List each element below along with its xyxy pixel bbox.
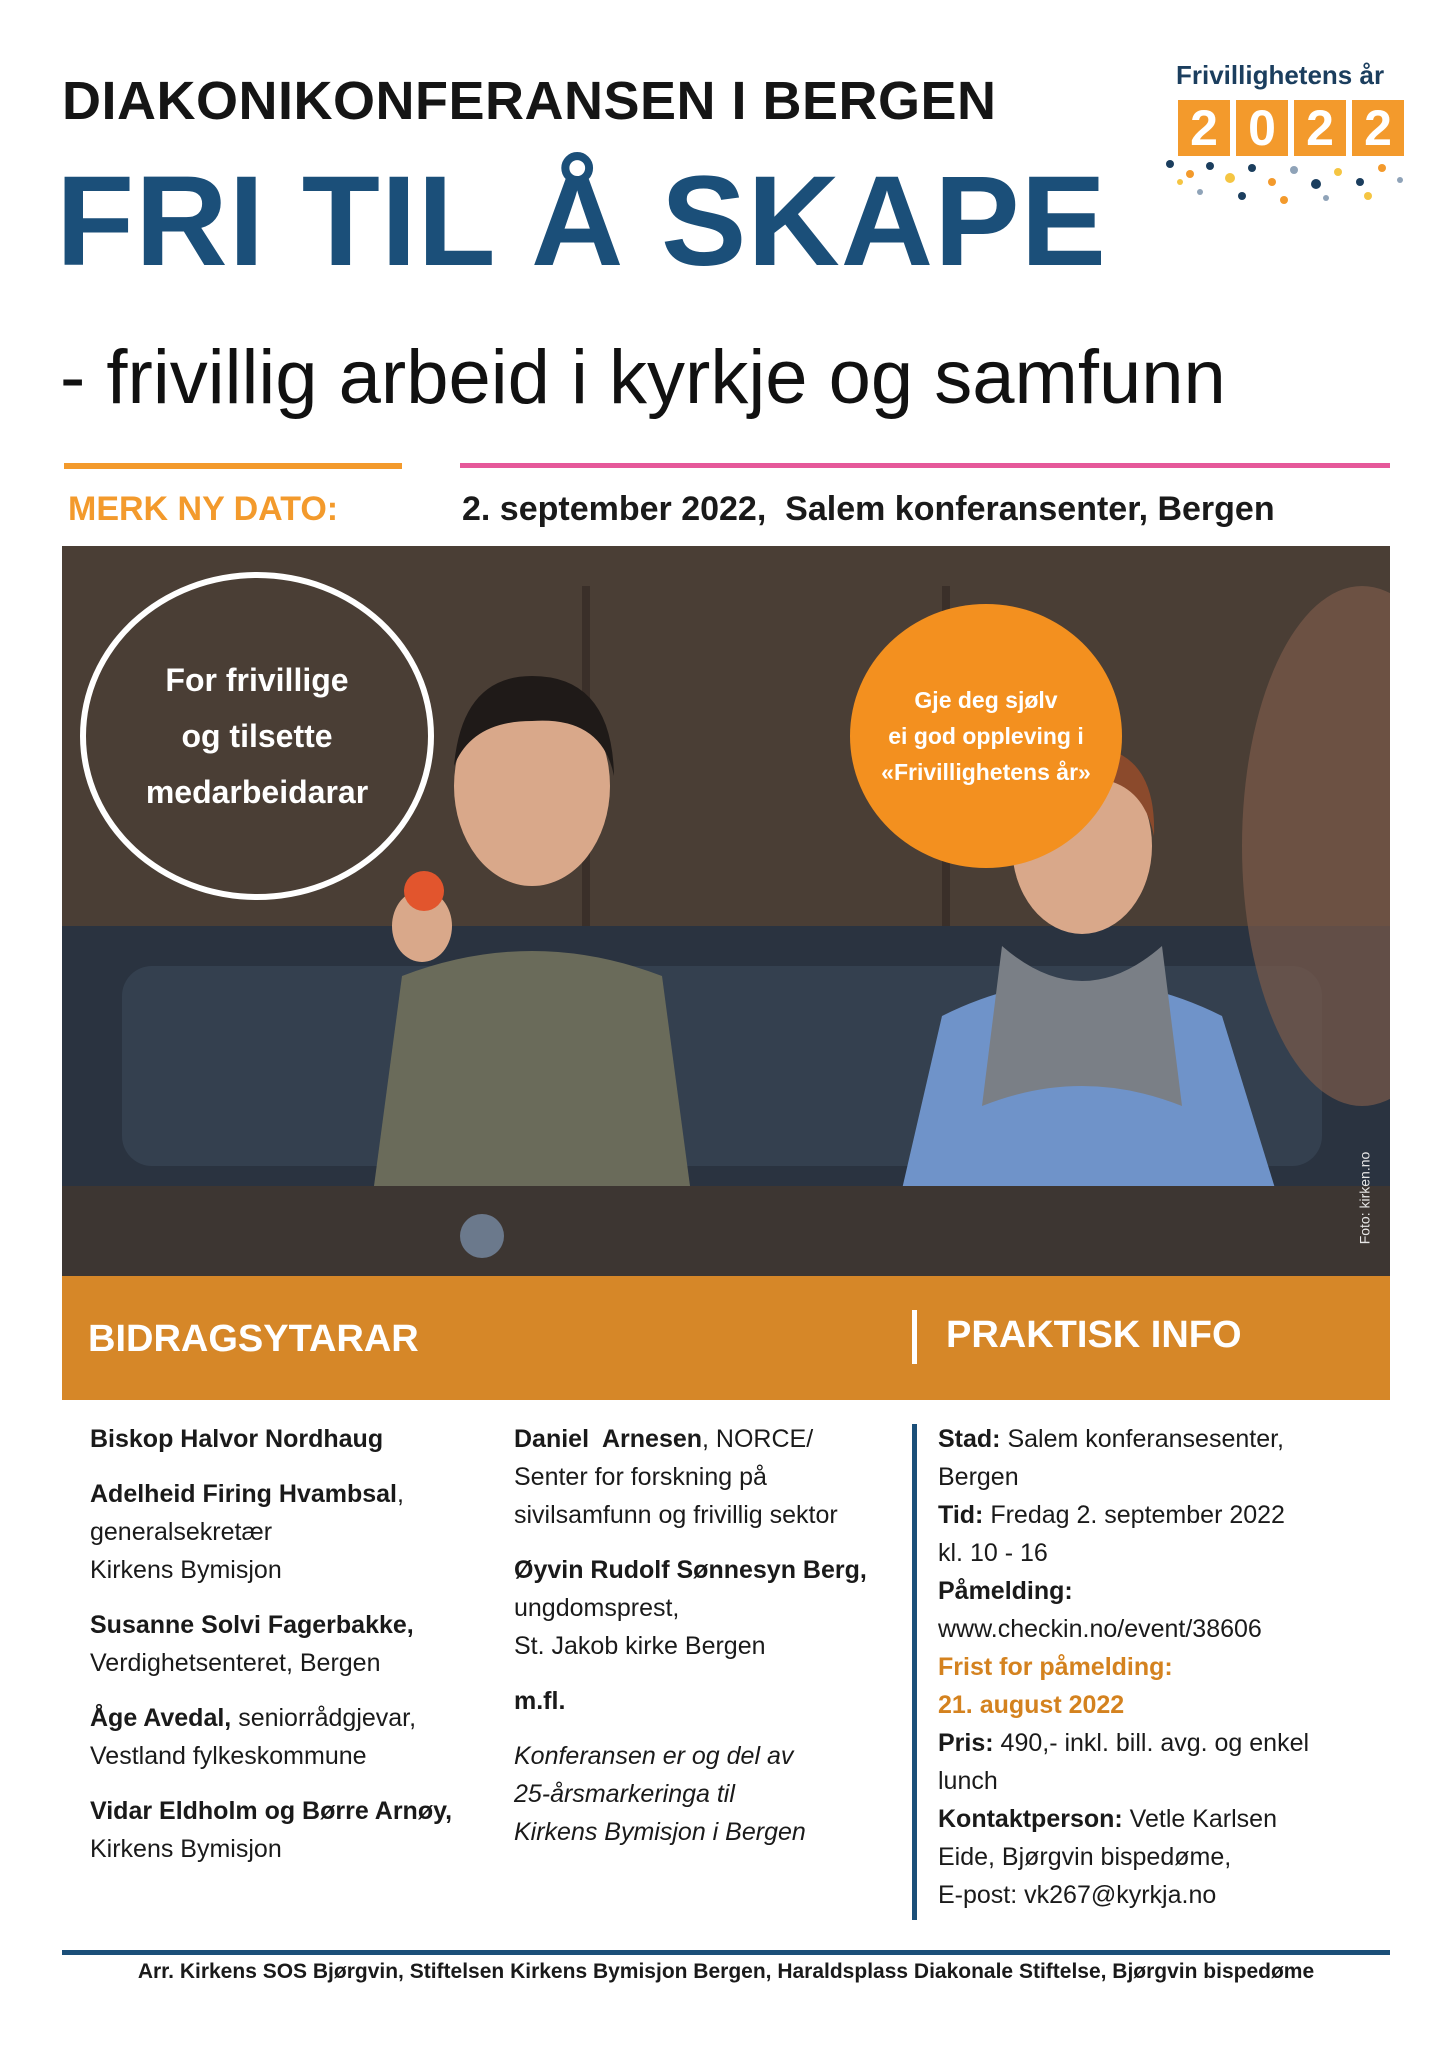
info-signup xyxy=(938,1572,1378,1648)
info-price xyxy=(938,1724,1378,1800)
subtitle: - frivillig arbeid i kyrkje og samfunn xyxy=(60,335,1226,420)
contributor-org: Verdighetsenteret, Bergen xyxy=(90,1649,381,1677)
info-value: lunch xyxy=(938,1767,998,1795)
logo-text: Frivillighetens år xyxy=(1176,60,1385,90)
contributor-org: Senter for forskning på xyxy=(514,1463,767,1491)
practical-info-heading: PRAKTISK INFO xyxy=(946,1314,1242,1356)
conference-name: DIAKONIKONFERANSEN I BERGEN xyxy=(62,71,997,131)
logo-digit: 2 xyxy=(1352,100,1404,156)
contributor-name: Biskop Halvor Nordhaug xyxy=(90,1425,384,1453)
info-place xyxy=(938,1420,1378,1496)
contributor-org: Kirkens Bymisjon xyxy=(90,1835,282,1863)
contributor-suffix: , xyxy=(397,1480,404,1508)
contributor xyxy=(90,1792,510,1868)
logo-year xyxy=(1178,100,1404,156)
contributor-org: Vestland fylkeskommune xyxy=(90,1742,367,1770)
info-time xyxy=(938,1496,1378,1572)
target-audience-circle xyxy=(80,572,434,900)
contributor xyxy=(514,1682,904,1720)
contributor-name: Adelheid Firing Hvambsal xyxy=(90,1480,398,1508)
promo-line: ei god oppleving i xyxy=(888,723,1084,749)
audience-line: medarbeidarar xyxy=(145,774,369,810)
info-label: Kontaktperson: xyxy=(938,1805,1123,1833)
bar-divider xyxy=(912,1310,917,1364)
contributor xyxy=(90,1475,510,1589)
audience-line: For frivillige xyxy=(165,662,349,698)
footer-divider xyxy=(62,1950,1390,1955)
contributor-org: sivilsamfunn og frivillig sektor xyxy=(514,1501,838,1529)
contact-email[interactable]: E-post: vk267@kyrkja.no xyxy=(938,1881,1217,1909)
contributors-column-2 xyxy=(514,1420,904,1868)
organizers-footer: Arr. Kirkens SOS Bjørgvin, Stiftelsen Kirkens Bymisjon Bergen, Haraldsplass Diakonale Stiftelse, Bjørgvin bispedøme xyxy=(137,1960,1315,1983)
date-and-venue: 2. september 2022, Salem konferansenter, Bergen xyxy=(462,490,1275,528)
note-line: Konferansen er og del av xyxy=(514,1742,794,1770)
contributor-name: Susanne Solvi Fagerbakke, xyxy=(90,1611,414,1639)
contributor-name: Øyvin Rudolf Sønnesyn Berg, xyxy=(514,1556,867,1584)
promo-circle xyxy=(850,604,1122,868)
main-title: FRI TIL Å SKAPE xyxy=(56,150,1107,293)
note-line: 25-årsmarkeringa til xyxy=(514,1780,735,1808)
contributor-org: Kirkens Bymisjon xyxy=(90,1556,282,1584)
audience-line: og tilsette xyxy=(181,718,333,754)
pink-divider xyxy=(460,463,1390,468)
info-value: Vetle Karlsen xyxy=(1122,1805,1277,1833)
contributor-org: St. Jakob kirke Bergen xyxy=(514,1632,766,1660)
logo-digit: 2 xyxy=(1294,100,1346,156)
promo-line: «Frivillighetens år» xyxy=(881,759,1091,785)
orange-divider xyxy=(64,463,402,469)
promo-line: Gje deg sjølv xyxy=(914,687,1058,713)
contributor-suffix: , NORCE/ xyxy=(702,1425,814,1453)
deadline-value: 21. august 2022 xyxy=(938,1691,1125,1719)
contributor xyxy=(90,1699,510,1775)
info-contact xyxy=(938,1800,1378,1914)
contributor-role: generalsekretær xyxy=(90,1518,273,1546)
deadline-label: Frist for påmelding: xyxy=(938,1653,1173,1681)
contributors-column-1 xyxy=(90,1420,510,1885)
note-line: Kirkens Bymisjon i Bergen xyxy=(514,1818,806,1846)
info-value: Fredag 2. september 2022 xyxy=(983,1501,1285,1529)
info-value: kl. 10 - 16 xyxy=(938,1539,1048,1567)
contributor xyxy=(514,1551,904,1665)
contributor xyxy=(514,1420,904,1534)
info-deadline xyxy=(938,1648,1378,1724)
info-value: Salem konferansesenter, xyxy=(1000,1425,1284,1453)
anniversary-note xyxy=(514,1737,904,1851)
info-label: Pris: xyxy=(938,1729,994,1757)
column-divider xyxy=(912,1424,917,1920)
contributor xyxy=(90,1606,510,1682)
contributor-name: Daniel Arnesen xyxy=(514,1425,703,1453)
signup-link[interactable]: www.checkin.no/event/38606 xyxy=(938,1615,1262,1643)
info-value: Eide, Bjørgvin bispedøme, xyxy=(938,1843,1232,1871)
info-label: Stad: xyxy=(938,1425,1001,1453)
frivillighetens-ar-logo xyxy=(1160,56,1410,216)
info-label: Tid: xyxy=(938,1501,984,1529)
new-date-label: MERK NY DATO: xyxy=(68,490,339,528)
info-value: Bergen xyxy=(938,1463,1019,1491)
info-label: Påmelding: xyxy=(938,1577,1073,1605)
contributor xyxy=(90,1420,510,1458)
contributor-role: ungdomsprest, xyxy=(514,1594,680,1622)
logo-digit: 0 xyxy=(1236,100,1288,156)
contributor-name: Vidar Eldholm og Børre Arnøy, xyxy=(90,1797,453,1825)
contributor-role: seniorrådgjevar, xyxy=(231,1704,417,1732)
logo-digit: 2 xyxy=(1178,100,1230,156)
logo-dots-decoration xyxy=(1160,156,1410,216)
contributor-name: Åge Avedal, xyxy=(90,1704,232,1732)
photo-credit: Foto: kirken.no xyxy=(1356,1151,1373,1245)
contributors-heading: BIDRAGSYTARAR xyxy=(88,1318,419,1360)
more-contributors: m.fl. xyxy=(514,1687,566,1715)
practical-info-column xyxy=(938,1420,1378,1914)
info-value: 490,- inkl. bill. avg. og enkel xyxy=(993,1729,1310,1757)
